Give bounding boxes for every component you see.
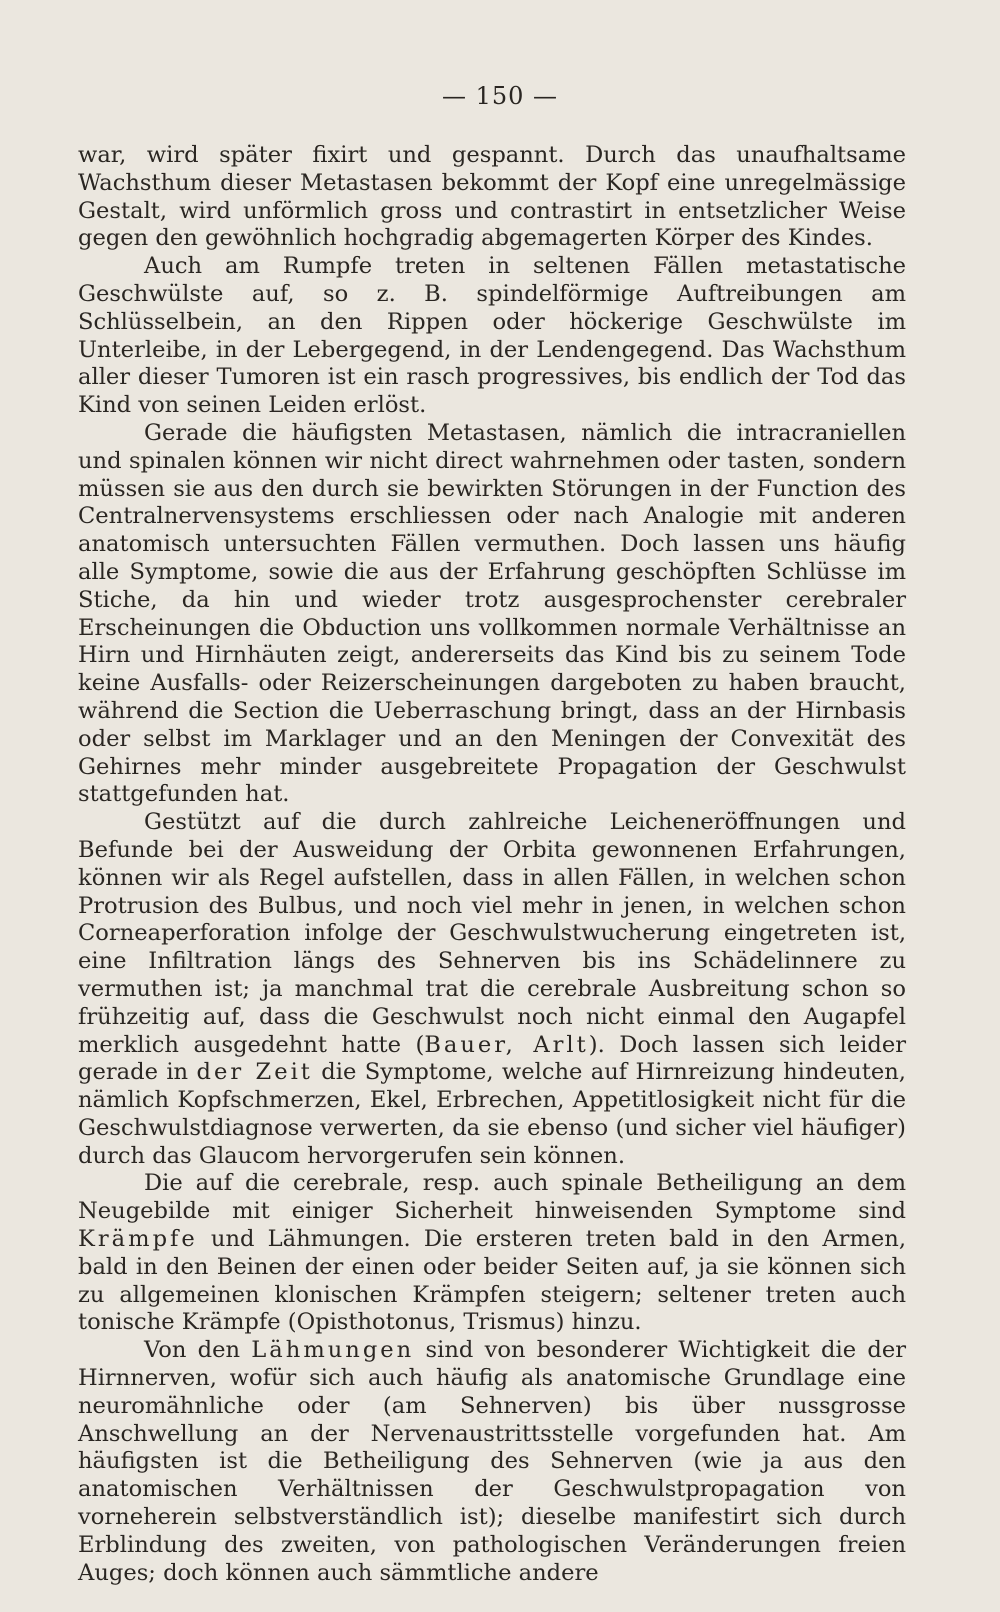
paragraph	[78, 1170, 906, 1337]
text-run: Von den	[144, 1337, 252, 1364]
paragraph	[78, 809, 906, 1170]
text-run: und Lähmungen. Die ersteren treten bald in den Armen, bald in den Beinen der einen oder beider Seiten auf, ja sie können sich zu allgemeinen klonischen Krämpfen steigern; seltener treten auch tonische Krämpfe (Opisthotonus, Trismus) hinzu.	[78, 1226, 906, 1336]
emphasized-text: der Zeit	[196, 1059, 313, 1086]
text-run: Gestützt auf die durch zahlreiche Leicheneröffnungen und Befunde bei der Ausweidung der Orbita gewonnenen Erfahrungen, können wir als Regel aufstellen, dass in allen Fällen, in welchen schon Protrusion des Bulbus, und noch viel mehr in jenen, in welchen schon Corneaperforation infolge der Geschwulstwucherung eingetreten ist, eine Infiltration längs des Sehnerven bis ins Schädelinnere zu vermuthen ist; ja manchmal trat die cerebrale Ausbreitung schon so frühzeitig auf, dass die Geschwulst noch nicht einmal den Augapfel merklich ausgedehnt hatte (	[78, 809, 906, 1058]
emphasized-text: Bauer, Arlt	[424, 1031, 589, 1058]
text-run: Die auf die cerebrale, resp. auch spinale Betheiligung an dem Neugebilde mit einiger Sicherheit hinweisenden Symptome sind	[78, 1170, 906, 1225]
text-run: sind von besonderer Wichtigkeit die der Hirnnerven, wofür sich auch häufig als anatomische Grundlage eine neuromähnliche oder (am Sehnerven) bis über nussgrosse Anschwellung an der Nervenaustrittsstelle vorgefunden hat. Am häufigsten ist die Betheiligung des Sehnerven (wie ja aus den anatomischen Verhältnissen der Geschwulstpropagation von vorneherein selbstverständlich ist); dieselbe manifestirt sich durch Erblindung des zweiten, von pathologischen Veränderungen freien Auges; doch können auch sämmtliche andere	[78, 1337, 906, 1586]
paragraph: war, wird später fixirt und gespannt. Durch das unaufhaltsame Wachsthum dieser Metastasen bekommt der Kopf eine unregelmässige Gestalt, wird unförmlich gross und contrastirt in entsetzlicher Weise gegen den gewöhnlich hochgradig abgemagerten Körper des Kindes.	[78, 142, 906, 252]
page-number: — 150 —	[441, 82, 559, 110]
paragraph: Auch am Rumpfe treten in seltenen Fällen metastatische Geschwülste auf, so z. B. spindelförmige Auftreibungen am Schlüsselbein, an den Rippen oder höckerige Geschwülste im Unterleibe, in der Lebergegend, in der Lendengegend. Das Wachsthum aller dieser Tumoren ist ein rasch progressives, bis endlich der Tod das Kind von seinen Leiden erlöst.	[78, 253, 906, 419]
emphasized-text: Krämpfe	[78, 1226, 198, 1253]
paragraph: Gerade die häufigsten Metastasen, nämlich die intracraniellen und spinalen können wir nicht direct wahrnehmen oder tasten, sondern müssen sie aus den durch sie bewirkten Störungen in der Function des Centralnervensystems erschliessen oder nach Analogie mit anderen anatomisch untersuchten Fällen vermuthen. Doch lassen uns häufig alle Symptome, sowie die aus der Erfahrung geschöpften Schlüsse im Stiche, da hin und wieder trotz ausgesprochenster cerebraler Erscheinungen die Obduction uns vollkommen normale Verhältnisse an Hirn und Hirnhäuten zeigt, andererseits das Kind bis zu seinem Tode keine Ausfalls- oder Reizerscheinungen dargeboten zu haben braucht, während die Section die Ueberraschung bringt, dass an der Hirnbasis oder selbst im Marklager und an den Meningen der Convexität des Gehirnes mehr minder ausgebreitete Propagation der Geschwulst stattgefunden hat.	[78, 419, 906, 808]
body-text	[78, 142, 906, 1587]
text-run: die Symptome, welche auf Hirnreizung hindeuten, nämlich Kopfschmerzen, Ekel, Erbrechen, Appetitlosigkeit nicht für die Geschwulstdiagnose verwerten, da sie ebenso (und sicher viel häufiger) durch das Glaucom hervorgerufen sein können.	[78, 1059, 906, 1169]
text-run: ). Doch lassen sich leider gerade in	[78, 1031, 906, 1086]
paragraph	[78, 1337, 906, 1587]
emphasized-text: Lähmungen	[251, 1337, 415, 1364]
